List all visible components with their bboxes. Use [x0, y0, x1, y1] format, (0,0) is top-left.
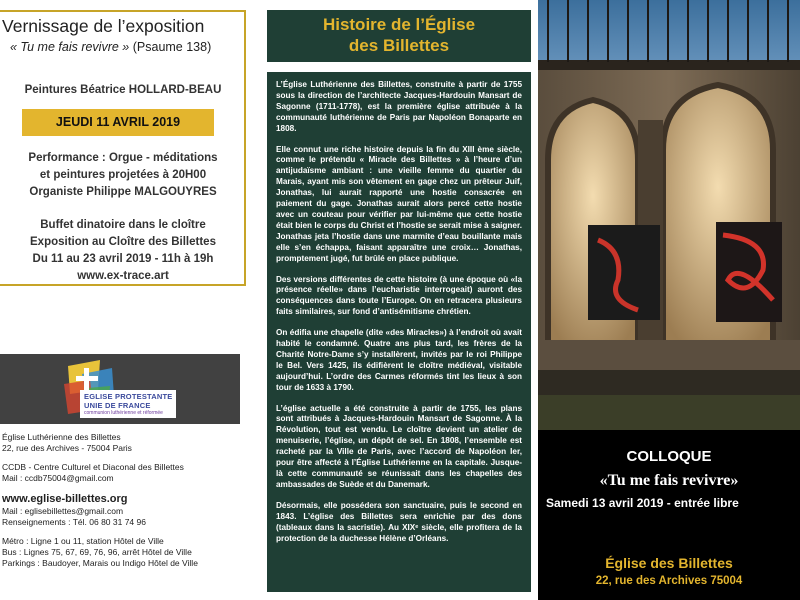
history-title-line: Histoire de l’Église — [322, 15, 476, 34]
colloque-panel — [538, 430, 800, 600]
vernissage-box — [0, 10, 246, 286]
info-phone: Renseignements : Tél. 06 80 31 74 96 — [2, 517, 146, 527]
church-name: Église Luthérienne des Billettes — [2, 432, 121, 442]
logo-line: UNIE DE FRANCE — [84, 401, 151, 410]
logo-line: EGLISE PROTESTANTE — [84, 392, 173, 401]
logo-tagline: communion luthérienne et réformée — [84, 410, 163, 416]
church-address-footer: 22, rue des Archives 75004 — [595, 575, 743, 587]
history-paragraph: Elle connut une riche histoire depuis la fin du XIII ème siècle, comme le prétendu « Miracle des Billettes » à l’heure d’un antijudaïsme ambiant : une vieille femme du quartier du Marais, ayant mis son vêtement en gage chez un prêteur Juif, Jonathas, lui aurait rapporté une hostie consacrée en paiement du gage. Jonathas aurait alors percé cette hostie avec un couteau pour vérifier par lui-même que cette hostie était bien le corps du Christ et l’hostie se serait mise à saigner. Jonathas jeta l’hostie dans une marmite d’eau bouillante mais elle s’en échappa, faisant apparaître une croix… Jonathas, promptement jugé, fut brûlé en place publique. — [276, 144, 522, 263]
performance-line: et peintures projetées à 20H00 — [39, 169, 207, 181]
history-title-box — [267, 10, 531, 62]
colloque-date: Samedi 13 avril 2019 - entrée libre — [546, 496, 739, 510]
vernissage-subtitle — [10, 40, 211, 54]
performance-line: Performance : Orgue - méditations — [28, 152, 218, 164]
church-website[interactable]: www.eglise-billettes.org — [2, 493, 128, 505]
colloque-subtitle: «Tu me fais revivre» — [599, 472, 739, 489]
ccdb-name: CCDB - Centre Culturel et Diaconal des Billettes — [2, 462, 184, 472]
bus-info: Bus : Lignes 75, 67, 69, 76, 96, arrêt Hôtel de Ville — [2, 547, 192, 557]
logo-band — [0, 354, 240, 424]
colloque-title: COLLOQUE — [626, 448, 712, 465]
epudf-logo-text — [80, 390, 176, 418]
metro-info: Métro : Ligne 1 ou 11, station Hôtel de Ville — [2, 536, 164, 546]
parking-info: Parkings : Baudoyer, Marais ou Indigo Hôtel de Ville — [2, 558, 198, 568]
church-mail[interactable]: Mail : eglisebillettes@gmail.com — [2, 506, 124, 516]
history-paragraph: L’Église Luthérienne des Billettes, construite à partir de 1755 sous la direction de l’architecte Jacques-Hardouin Mansart de Sagonne (1711-1778), est la première église attribuée à la communauté luthérienne de Paris par Napoléon Bonaparte en 1808. — [276, 80, 522, 133]
cloister-illustration — [538, 0, 800, 430]
history-title-line: des Billettes — [348, 36, 450, 55]
left-panel — [0, 0, 250, 600]
performance-line: Organiste Philippe MALGOUYRES — [29, 186, 217, 198]
history-paragraph: L’église actuelle a été construite à partir de 1755, les plans sont attribués à Jacques-Hardouin Mansart de Sagonne. À la Révolution, tout est vendu. Le cloître devient un atelier de menuiserie, l’église, un dépôt de sel. En 1808, l’ensemble est racheté par la Ville de Paris, avec l’accord de Napoléon Ier, pour être affecté à l’Église Luthérienne en la capitale. Jusque-là cette communauté se réunissait dans les chapelles des ambassades de Suède et du Danemark. — [276, 403, 522, 489]
vernissage-date: JEUDI 11 AVRIL 2019 — [22, 109, 214, 136]
history-paragraph: Désormais, elle possédera son sanctuaire, puis le second en 1843. L’église des Billettes sera enrichie par des dons (tableaux dans la sacristie). Au XIXᵉ siècle, elle profitera de la protection de la duchesse Hélène d’Orléans. — [276, 500, 522, 543]
ccdb-mail[interactable]: Mail : ccdb75004@gmail.com — [2, 473, 114, 483]
performance-info — [0, 150, 246, 201]
church-address: 22, rue des Archives - 75004 Paris — [2, 443, 132, 453]
buffet-line: Du 11 au 23 avril 2019 - 11h à 19h — [32, 253, 214, 265]
buffet-info — [0, 217, 246, 285]
vernissage-quote: « Tu me fais revivre » — [10, 40, 130, 54]
church-label: Église des Billettes — [605, 555, 733, 571]
cloister-photo — [538, 0, 800, 430]
painter-credit: Peintures Béatrice HOLLARD-BEAU — [24, 84, 222, 96]
vernissage-psalm: (Psaume 138) — [129, 40, 212, 54]
history-paragraph: Des versions différentes de cette histoire (à une époque où «la présence réelle» dans l’eucharistie interrogeait) auront des conséquences dans toute l’Europe. On en retracera plusieurs faits similaires, sur fond d’antisémitisme chrétien. — [276, 274, 522, 317]
history-text — [267, 72, 531, 592]
buffet-line: Buffet dinatoire dans le cloître — [40, 219, 206, 231]
vernissage-title: Vernissage de l’exposition — [2, 16, 205, 36]
contact-info — [2, 432, 247, 569]
history-paragraph: On édifia une chapelle (dite «des Miracles») à l’endroit où avait habité le condamné. Quatre ans plus tard, les frères de la Charité Notre-Dame s’y installèrent, invités par le roi Philippe le Bel. Vers 1425, ils édifièrent le cloître médiéval, visitable aujourd’hui. L’ordre des Carmes réformés tint les lieux à son tour de 1633 à 1790. — [276, 328, 522, 392]
buffet-line: Exposition au Cloître des Billettes — [30, 236, 216, 248]
exhibition-website[interactable]: www.ex-trace.art — [77, 270, 169, 282]
